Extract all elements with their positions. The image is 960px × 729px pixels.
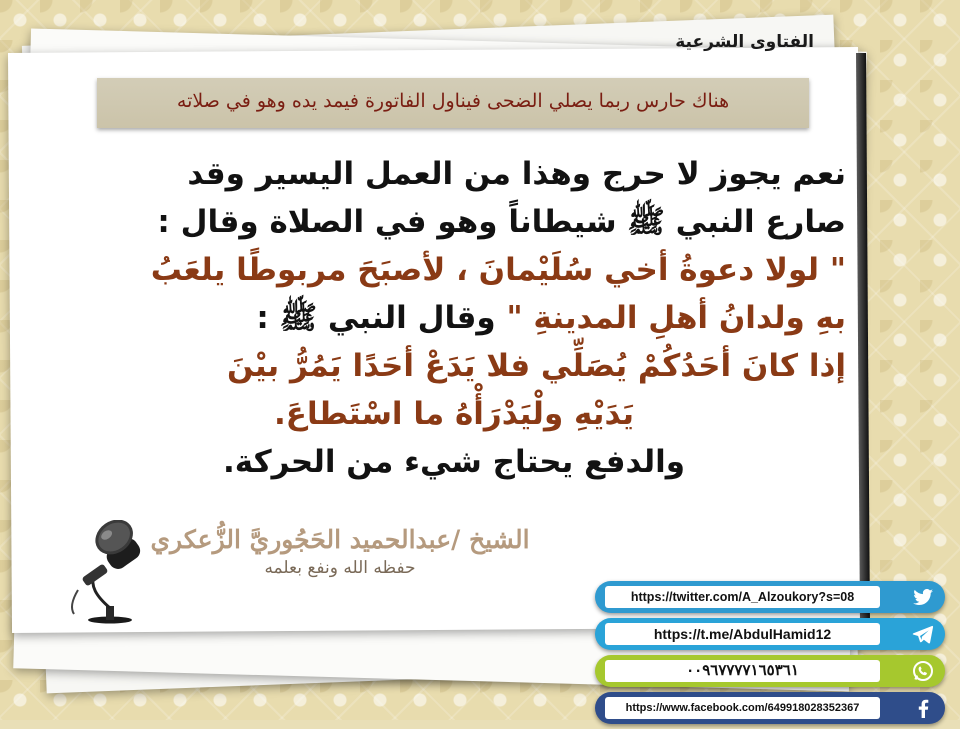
whatsapp-phone-icon bbox=[911, 659, 935, 683]
facebook-link[interactable] bbox=[595, 692, 945, 724]
question-banner: هناك حارس ربما يصلي الضحى فيناول الفاتورة فيمد يده وهو في صلاته bbox=[97, 78, 809, 128]
twitter-link[interactable] bbox=[595, 581, 945, 613]
answer-line-4 bbox=[62, 294, 846, 342]
author-name: الشيخ /عبدالحميد الحَجُوريَّ الزُّعكري bbox=[150, 525, 530, 554]
prophet-said: وقال النبي ﷺ : bbox=[256, 300, 507, 336]
answer-line-2: صارع النبي ﷺ شيطاناً وهو في الصلاة وقال : bbox=[157, 204, 846, 240]
whatsapp-number[interactable]: ٠٠٩٦٧٧٧٧١٦٥٣٦١ bbox=[605, 660, 880, 682]
social-links bbox=[595, 581, 945, 729]
answer-line-7: والدفع يحتاج شيء من الحركة. bbox=[223, 444, 685, 480]
answer-line-3: " لولا دعوةُ أخي سُلَيْمانَ ، لأصبَحَ مربوطًا يلعَبُ bbox=[150, 252, 846, 288]
facebook-f-icon bbox=[911, 696, 935, 720]
telegram-url[interactable]: https://t.me/AbdulHamid12 bbox=[605, 623, 880, 645]
whatsapp-link[interactable] bbox=[595, 655, 945, 687]
answer-line-5: إذا كانَ أحَدُكُمْ يُصَلِّي فلا يَدَعْ أحَدًا يَمُرُّ بيْنَ bbox=[226, 348, 846, 384]
answer-text bbox=[62, 150, 846, 486]
twitter-url[interactable]: https://twitter.com/A_Alzoukory?s=08 bbox=[605, 586, 880, 608]
author-signature bbox=[140, 525, 540, 578]
telegram-link[interactable] bbox=[595, 618, 945, 650]
answer-line-6: يَدَيْهِ ولْيَدْرَأْهُ ما اسْتَطاعَ. bbox=[274, 396, 634, 432]
answer-line-1: نعم يجوز لا حرج وهذا من العمل اليسير وقد bbox=[187, 156, 846, 192]
telegram-plane-icon bbox=[911, 622, 935, 646]
facebook-url[interactable]: https://www.facebook.com/649918028352367 bbox=[605, 697, 880, 719]
brand-title: الفتاوى الشرعية bbox=[675, 32, 814, 52]
twitter-bird-icon bbox=[911, 585, 935, 609]
hadith-end: بهِ ولدانُ أهلِ المدينةِ " bbox=[506, 300, 846, 336]
microphone-icon bbox=[62, 520, 142, 624]
author-blessing: حفظه الله ونفع بعلمه bbox=[264, 558, 416, 578]
